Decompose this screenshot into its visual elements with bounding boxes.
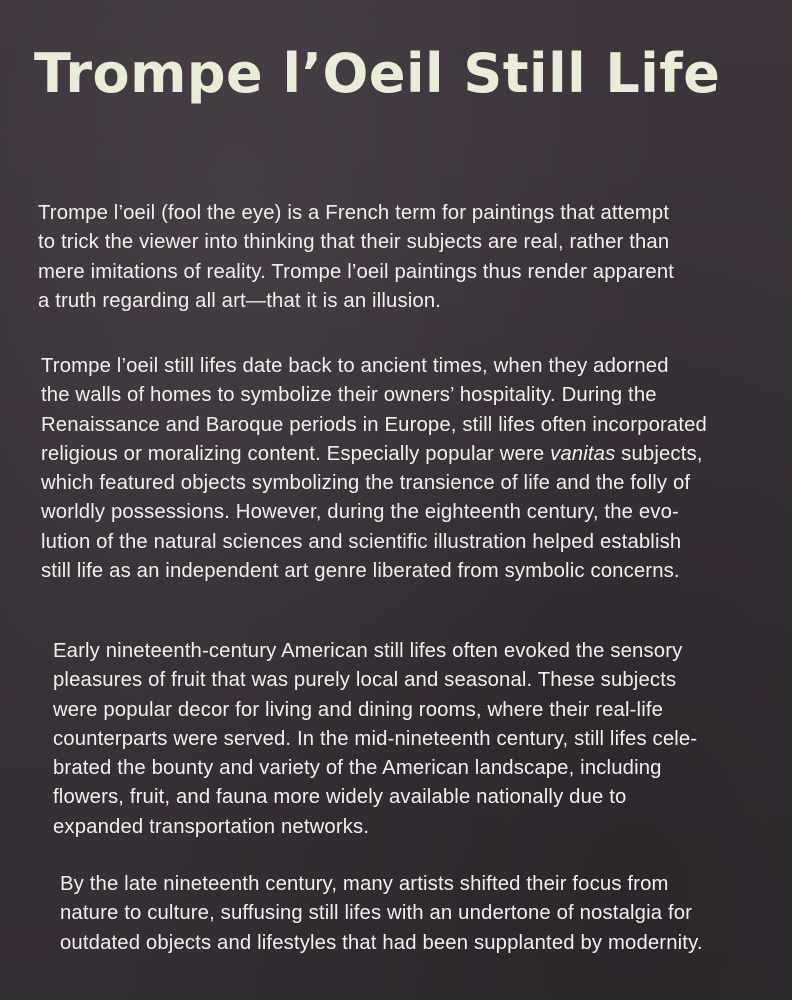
text-line: Trompe l’oeil (fool the eye) is a French term for paintings that attempt xyxy=(38,202,670,224)
text-line: brated the bounty and variety of the American landscape, including xyxy=(53,757,662,780)
text-line: a truth regarding all art—that it is an illusion. xyxy=(38,289,442,312)
text-line: Early nineteenth-century American still lifes often evoked the sensory xyxy=(53,640,683,662)
paragraph-intro xyxy=(38,199,674,316)
text-line: were popular decor for living and dining rooms, where their real-life xyxy=(53,698,664,721)
text-line: pleasures of fruit that was purely local and seasonal. These subjects xyxy=(53,669,677,692)
paragraph-late-century xyxy=(60,870,703,958)
text-line: Renaissance and Baroque periods in Europe, still lifes often incorporated xyxy=(41,413,707,436)
text-line: mere imitations of reality. Trompe l’oeil paintings thus render apparent xyxy=(38,260,675,283)
text-line: still life as an independent art genre liberated from symbolic concerns. xyxy=(41,560,680,583)
text-segment: subjects, xyxy=(615,442,703,465)
text-line: Trompe l’oeil still lifes date back to ancient times, when they adorned xyxy=(41,355,669,377)
text-line: By the late nineteenth century, many artists shifted their focus from xyxy=(60,873,669,895)
text-line: outdated objects and lifestyles that had been supplanted by modernity. xyxy=(60,931,703,954)
paragraph-history xyxy=(41,352,707,586)
text-line: expanded transportation networks. xyxy=(53,815,370,838)
text-line: lution of the natural sciences and scientific illustration helped establish xyxy=(41,530,682,553)
sign-title: Trompe l’Oeil Still Life xyxy=(34,42,721,105)
text-line: worldly possessions. However, during the eighteenth century, the evo- xyxy=(41,501,679,524)
vanitas-italic-term: vanitas xyxy=(550,442,616,465)
text-line: counterparts were served. In the mid-nineteenth century, still lifes cele- xyxy=(53,727,698,750)
text-line: nature to culture, suffusing still lifes with an undertone of nostalgia for xyxy=(60,902,693,925)
text-line: to trick the viewer into thinking that their subjects are real, rather than xyxy=(38,231,670,254)
paragraph-american-still-lifes xyxy=(53,637,697,842)
text-line: the walls of homes to symbolize their owners’ hospitality. During the xyxy=(41,384,657,407)
text-line-vanitas xyxy=(41,440,707,469)
text-segment: religious or moralizing content. Especially popular were xyxy=(41,442,551,465)
text-line: which featured objects symbolizing the transience of life and the folly of xyxy=(41,472,691,495)
text-line: flowers, fruit, and fauna more widely available nationally due to xyxy=(53,786,627,809)
